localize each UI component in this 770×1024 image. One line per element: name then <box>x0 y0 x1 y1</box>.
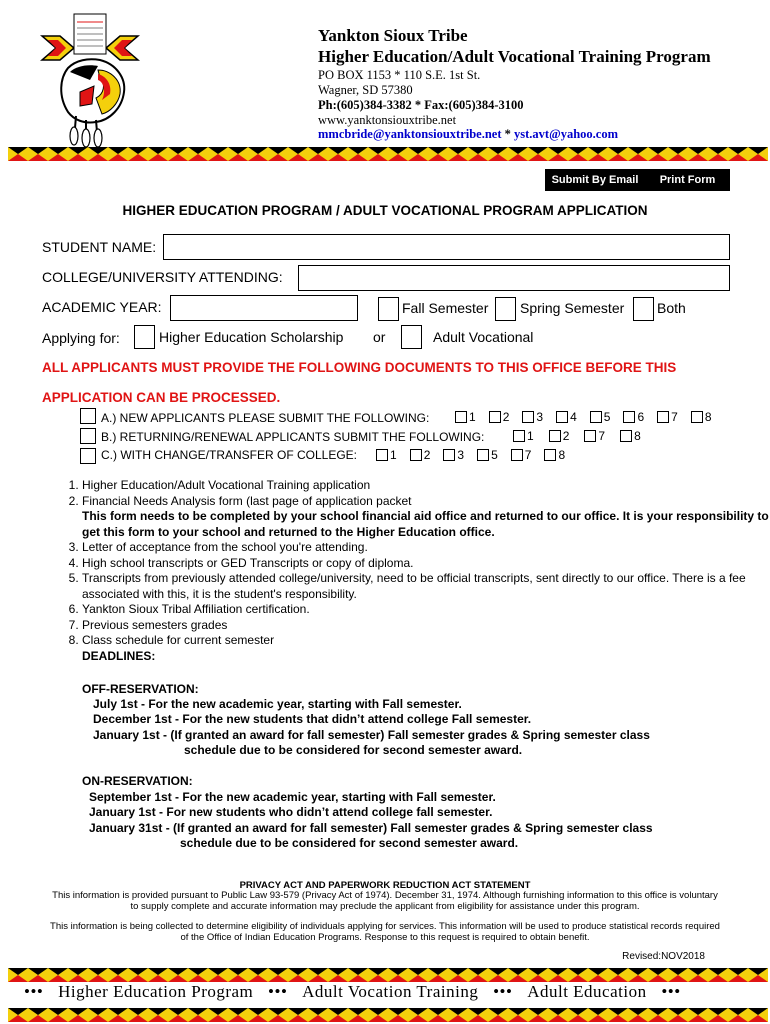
college-label: COLLEGE/UNIVERSITY ATTENDING: <box>42 269 283 285</box>
b-item <box>584 429 605 443</box>
financial-form-note: This form needs to be completed by your school financial aid office and returned to our office. It is your responsibility to get this form to your school and returned to the Higher Education office. <box>82 509 769 539</box>
c-item <box>511 448 532 462</box>
b-item-checkbox[interactable] <box>549 430 561 442</box>
on-deadline-2: January 1st - For new students who didn’t attend college fall semester. <box>89 805 493 819</box>
bottom-decorative-border <box>8 968 768 982</box>
a-item-checkbox[interactable] <box>489 411 501 423</box>
footer-dots: ••• <box>661 982 681 1001</box>
c-item <box>443 448 464 462</box>
a-item <box>522 410 543 424</box>
a-item-label: 3 <box>536 410 544 424</box>
footer-adult-education: Adult Education <box>527 982 647 1001</box>
a-item-label: 6 <box>637 410 645 424</box>
c-item-label: 8 <box>558 448 566 462</box>
both-semesters-checkbox[interactable] <box>633 297 654 321</box>
both-semesters-label: Both <box>657 300 686 316</box>
c-item-label: 5 <box>491 448 498 462</box>
group-c-label: C.) WITH CHANGE/TRANSFER OF COLLEGE: <box>101 448 358 462</box>
list-item: 8. Class schedule for current semester DEADLINES: <box>82 633 770 664</box>
email-separator: * <box>504 127 511 141</box>
email-line <box>318 127 618 142</box>
off-reservation-title: OFF-RESERVATION: <box>82 682 199 696</box>
print-form-button[interactable]: Print Form <box>645 169 730 191</box>
list-item: 7. Previous semesters grades <box>82 618 770 634</box>
c-item-checkbox[interactable] <box>443 449 455 461</box>
b-item-checkbox[interactable] <box>620 430 632 442</box>
revised-date: Revised:NOV2018 <box>622 951 705 962</box>
list-item: 1. Higher Education/Adult Vocational Training application <box>82 478 770 494</box>
b-item-checkbox[interactable] <box>513 430 525 442</box>
group-c-items <box>376 448 578 462</box>
a-item-label: 2 <box>502 410 510 424</box>
website-link[interactable]: www.yanktonsiouxtribe.net <box>318 113 457 127</box>
group-b-label: B.) RETURNING/RENEWAL APPLICANTS SUBMIT THE FOLLOWING: <box>101 430 485 444</box>
off-deadline-3-cont: schedule due to be considered for second semester award. <box>184 743 523 757</box>
fall-semester-label: Fall Semester <box>402 300 489 316</box>
b-item-label: 2 <box>562 429 570 443</box>
privacy-paragraph-1: This information is provided pursuant to Public Law 93-579 (Privacy Act of 1974). December 31, 1974. Although furnishing information to this office is voluntary to supply complete and accurate information may preclude the applicant from eligibility for assistance under this program. <box>52 890 718 912</box>
a-item <box>455 410 476 424</box>
submit-by-email-button[interactable]: Submit By Email <box>545 169 645 191</box>
a-item-checkbox[interactable] <box>691 411 703 423</box>
a-item-checkbox[interactable] <box>556 411 568 423</box>
c-item <box>477 448 498 462</box>
b-item <box>620 429 641 443</box>
documents-list <box>40 478 770 664</box>
footer-dots: ••• <box>268 982 288 1001</box>
applying-for-label: Applying for: <box>42 330 120 346</box>
b-item-checkbox[interactable] <box>584 430 596 442</box>
a-item-label: 7 <box>671 410 678 424</box>
a-item-checkbox[interactable] <box>590 411 602 423</box>
off-deadline-2: December 1st - For the new students that didn’t attend college Fall semester. <box>93 712 532 726</box>
list-item: 4. High school transcripts or GED Transcripts or copy of diploma. <box>82 556 770 572</box>
a-item <box>623 410 644 424</box>
c-item-checkbox[interactable] <box>410 449 422 461</box>
a-item <box>691 410 712 424</box>
tribe-logo <box>40 8 140 148</box>
off-deadline-3: January 1st - (If granted an award for fall semester) Fall semester grades & Spring semester class <box>93 728 650 742</box>
on-deadline-3-cont: schedule due to be considered for second semester award. <box>180 836 519 850</box>
a-item <box>556 410 577 424</box>
spring-semester-checkbox[interactable] <box>495 297 516 321</box>
on-deadline-1: September 1st - For the new academic year, starting with Fall semester. <box>89 790 496 804</box>
b-item-label: 7 <box>598 429 606 443</box>
list-item: 2. Financial Needs Analysis form (last page of application packet This form needs to be completed by your school financial aid office and returned to our office. It is your responsibility to get this form to your school and returned to the Higher Education office. <box>82 494 770 541</box>
group-b-items <box>513 429 656 443</box>
a-item-label: 1 <box>469 410 476 424</box>
b-item-label: 8 <box>634 429 641 443</box>
group-a-items <box>455 410 725 424</box>
c-item-checkbox[interactable] <box>544 449 556 461</box>
a-item <box>657 410 678 424</box>
footer-dots: ••• <box>493 982 513 1001</box>
deadlines-heading: DEADLINES: <box>82 648 156 663</box>
footer-banner <box>24 982 764 1002</box>
adult-vocational-label: Adult Vocational <box>433 329 534 345</box>
college-input[interactable] <box>298 265 730 291</box>
c-item-checkbox[interactable] <box>376 449 388 461</box>
spring-semester-label: Spring Semester <box>520 300 625 316</box>
email-link-2[interactable]: yst.avt@yahoo.com <box>514 127 618 141</box>
higher-education-label: Higher Education Scholarship <box>159 329 344 345</box>
footer-adult-vocation: Adult Vocation Training <box>302 982 479 1001</box>
student-name-input[interactable] <box>163 234 730 260</box>
a-item <box>489 410 510 424</box>
group-b-checkbox[interactable] <box>80 428 96 444</box>
fall-semester-checkbox[interactable] <box>378 297 399 321</box>
a-item-label: 4 <box>570 410 577 424</box>
a-item-checkbox[interactable] <box>623 411 635 423</box>
on-reservation-title: ON-RESERVATION: <box>82 774 193 788</box>
group-a-checkbox[interactable] <box>80 408 96 424</box>
academic-year-input[interactable] <box>170 295 358 321</box>
academic-year-label: ACADEMIC YEAR: <box>42 299 162 315</box>
adult-vocational-checkbox[interactable] <box>401 325 422 349</box>
list-item: 5. Transcripts from previously attended college/university, need to be official transcripts, sent directly to our office. There is a fee associated with this, it is the student's responsibility. <box>82 571 770 602</box>
c-item-label: 2 <box>423 448 431 462</box>
b-item <box>549 429 570 443</box>
email-link-1[interactable]: mmcbride@yanktonsiouxtribe.net <box>318 127 502 141</box>
notice-line-1: ALL APPLICANTS MUST PROVIDE THE FOLLOWING DOCUMENTS TO THIS OFFICE BEFORE THIS <box>42 360 677 375</box>
privacy-title: PRIVACY ACT AND PAPERWORK REDUCTION ACT STATEMENT <box>239 880 531 891</box>
list-item: 3. Letter of acceptance from the school you're attending. <box>82 540 770 556</box>
or-label: or <box>373 329 386 345</box>
a-item-checkbox[interactable] <box>657 411 669 423</box>
c-item-label: 3 <box>457 448 465 462</box>
higher-education-checkbox[interactable] <box>134 325 155 349</box>
address-line-2: Wagner, SD 57380 <box>318 83 413 97</box>
privacy-paragraph-2: This information is being collected to determine eligibility of individuals applying for services. This information will be used to produce statistical records required of the Office of Indian Education Programs. Response to this request is required to obtain benefit. <box>50 921 720 943</box>
a-item-checkbox[interactable] <box>522 411 534 423</box>
a-item-checkbox[interactable] <box>455 411 467 423</box>
a-item <box>590 410 611 424</box>
off-deadline-1: July 1st - For the new academic year, starting with Fall semester. <box>93 697 462 711</box>
c-item <box>544 448 565 462</box>
c-item-label: 7 <box>524 448 532 462</box>
address-line-1: PO BOX 1153 * 110 S.E. 1st St. <box>318 68 481 82</box>
phone-fax: Ph:(605)384-3382 * Fax:(605)384-3100 <box>318 98 524 112</box>
a-item-label: 5 <box>603 410 611 424</box>
group-a-label: A.) NEW APPLICANTS PLEASE SUBMIT THE FOLLOWING: <box>101 411 430 425</box>
top-decorative-border <box>8 147 768 161</box>
footer-decorative-border <box>8 1008 768 1022</box>
b-item-label: 1 <box>527 429 534 443</box>
a-item-label: 8 <box>704 410 712 424</box>
footer-higher-education: Higher Education Program <box>58 982 254 1001</box>
group-c-checkbox[interactable] <box>80 448 96 464</box>
c-item-checkbox[interactable] <box>511 449 523 461</box>
list-item: 6. Yankton Sioux Tribal Affiliation certification. <box>82 602 770 618</box>
form-title: HIGHER EDUCATION PROGRAM / ADULT VOCATIONAL PROGRAM APPLICATION <box>122 203 648 218</box>
tribe-name: Yankton Sioux Tribe <box>318 26 468 45</box>
student-name-label: STUDENT NAME: <box>42 239 157 255</box>
notice-line-2: APPLICATION CAN BE PROCESSED. <box>42 390 281 405</box>
footer-dots: ••• <box>24 982 44 1001</box>
program-name: Higher Education/Adult Vocational Training Program <box>318 47 711 66</box>
c-item-checkbox[interactable] <box>477 449 489 461</box>
c-item <box>410 448 431 462</box>
c-item <box>376 448 397 462</box>
c-item-label: 1 <box>390 448 397 462</box>
on-deadline-3: January 31st - (If granted an award for fall semester) Fall semester grades & Spring semester class <box>89 821 653 835</box>
b-item <box>513 429 534 443</box>
